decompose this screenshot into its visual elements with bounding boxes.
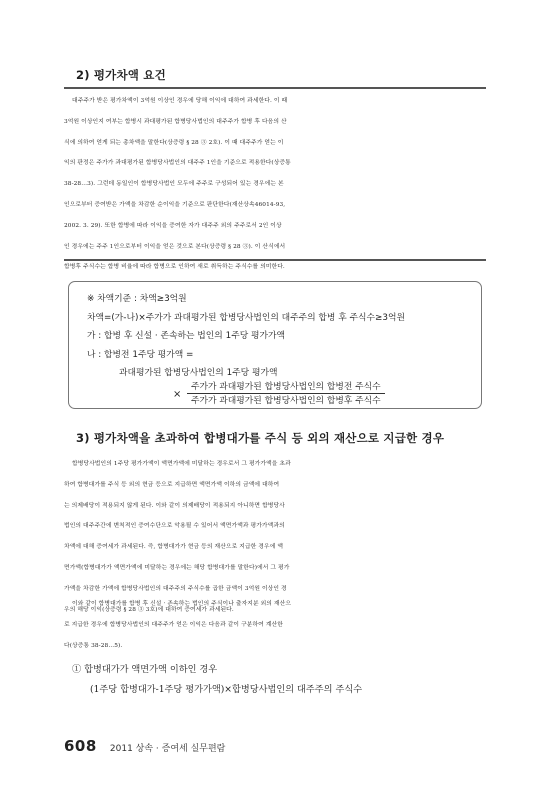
formula-box xyxy=(68,281,482,409)
paragraph-line: 차액에 대해 증여세가 과세된다. 즉, 합병대가가 현금 등의 재산으로 지급한 경우에 액 xyxy=(64,544,284,551)
paragraph-line: 우의 해당 이익(상증령 § 28 ③ 3호)에 대하여 증여세가 과세된다. xyxy=(64,606,234,613)
paragraph-line: 인으로부터 증여받은 가액을 차감한 순이익을 기준으로 판단한다(재산상속46014-93, xyxy=(64,201,286,208)
formula-criterion: ※ 차액기준 : 차액≥3억원 xyxy=(87,294,187,304)
paragraph-line: 2002. 3. 29). 또한 합병에 따라 이익을 증여한 자가 대주주 외의 주주로서 2인 이상 xyxy=(64,222,282,229)
paragraph-line: 법인의 대주주간에 변칙적인 증여수단으로 악용될 수 있어서 액면가액과 평가가액과의 xyxy=(64,523,285,530)
paragraph-line: 다(상증통 38-28…5). xyxy=(64,642,123,649)
paragraph-line: 로 지급한 경우에 합병당사법인의 대주주가 얻은 이익은 다음과 같이 구분하여 계산한 xyxy=(64,621,283,628)
bottom-rule xyxy=(64,259,486,261)
paragraph-line: 가액을 차감한 가액에 합병당사법인의 대주주의 주식수를 곱한 금액이 3억원 이상인 경 xyxy=(64,585,287,592)
formula-ga-definition: 가 : 합병 후 신설 · 존속하는 법인의 1주당 평가가액 xyxy=(87,331,285,341)
formula-na-subtext: 과대평가된 합병당사법인의 1주당 평가액 xyxy=(119,368,278,378)
paragraph-line: 대주주가 받은 평가차액이 3억원 이상인 경우에 당해 이익에 대하여 과세한다. 이 때 xyxy=(72,98,288,104)
paragraph-valuation-difference xyxy=(64,91,486,278)
page-footer xyxy=(64,736,225,755)
paragraph-line: 하여 합병대가를 주식 등 외의 현금 등으로 지급하면 액면가액 이하의 금액에 대하여 xyxy=(64,481,280,488)
formula-na-definition: 나 : 합병전 1주당 평가액 = xyxy=(87,350,194,360)
paragraph-line: 3억원 이상인지 여부는 합병시 과대평가된 합병당사법인의 대주주가 합병 후 다음의 산 xyxy=(64,118,287,125)
section-heading-valuation-difference: 2) 평가차액 요건 xyxy=(76,68,166,82)
formula-difference: 차액=(가-나)×주가가 과대평가된 합병당사법인의 대주주의 합병 후 주식수≥3억원 xyxy=(87,313,405,323)
paragraph-line: 면가액(합병대가가 액면가액에 미달하는 경우에는 해당 합병대가를 말한다)에서 그 평가 xyxy=(64,564,290,571)
paragraph-line: 이와 같이 합병대가를 합병 후 신설 · 존속하는 법인의 주식이나 출자지분 외의 재산으 xyxy=(72,601,292,607)
paragraph-line: 는 의제배당이 적용되지 않게 된다. 이와 같이 의제배당이 적용되지 아니하면 합병당사 xyxy=(64,502,285,509)
list-item-formula: (1주당 합병대가-1주당 평가가액)×합병당사법인의 대주주의 주식수 xyxy=(90,684,363,695)
top-rule xyxy=(64,87,486,89)
fraction-numerator: 주가가 과대평가된 합병당사법인의 합병전 주식수 xyxy=(187,379,385,394)
paragraph-line: 인 경우에는 주주 1인으로부터 이익을 얻은 것으로 본다(상증령 § 28 ③). 이 산식에서 xyxy=(64,243,286,250)
paragraph-line: 익의 판정은 주가가 과대평가된 합병당사법인의 대주주 1인을 기준으로 적용한다(상증통 xyxy=(64,160,291,167)
paragraph-line: 합병당사법인의 1주당 평가가액이 액면가액에 미달하는 경우로서 그 평가가액을 초과 xyxy=(72,461,291,467)
paragraph-line: 합병후 주식수는 합병 비율에 따라 합병으로 인하여 새로 취득하는 주식수를 의미한다. xyxy=(64,264,285,271)
book-title: 2011 상속 · 증여세 실무편람 xyxy=(109,744,226,754)
page-number: 608 xyxy=(64,737,97,755)
list-item: ① 합병대가가 액면가액 이하인 경우 xyxy=(72,664,218,675)
multiply-sign: × xyxy=(173,389,182,400)
paragraph-calculation-method xyxy=(64,594,486,656)
section-heading-excess-consideration: 3) 평가차액을 초과하여 합병대가를 주식 등 외의 재산으로 지급한 경우 xyxy=(76,431,445,445)
fraction-denominator: 주가가 과대평가된 합병당사법인의 합병후 주식수 xyxy=(191,396,381,406)
paragraph-line: 식에 의하여 얻게 되는 총차액을 말한다(상증령 § 28 ③ 2호). 이 때 대주주가 얻는 이 xyxy=(64,139,284,146)
paragraph-line: 38-28…3). 그런데 동일인이 합병당사법인 모두에 주주로 구성되어 있는 경우에는 본 xyxy=(64,181,284,188)
